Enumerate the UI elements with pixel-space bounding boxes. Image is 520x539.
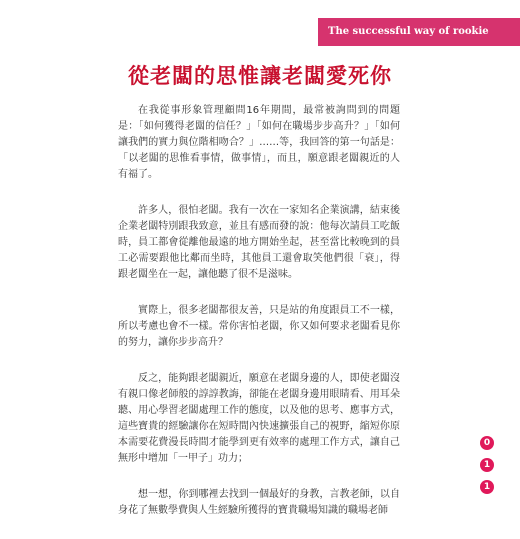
- page-number-digit: 0: [480, 436, 494, 450]
- paragraph: 想一想，你到哪裡去找到一個最好的身教，言教老師，以自身花了無數學費與人生經驗所獲得的寶貴職場知識的職場老師: [118, 489, 400, 516]
- section-header-tab: The successful way of rookie: [318, 18, 520, 46]
- page-number-digit: 1: [480, 480, 494, 494]
- paragraph: 反之，能夠跟老闆親近，願意在老闆身邊的人，即使老闆沒有親口像老師般的諄諄教誨，卻能在老闆身邊用眼睛看、用耳朵聽、用心學習老闆處理工作的態度，以及他的思考、應事方式，這些寶貴的經驗讓你在短時間內快速擴張自己的視野，縮短你原本需要花費漫長時間才能學到更有效率的處理工作方式，讓自己無形中增加「一甲子」功力；: [118, 373, 400, 464]
- paragraph: 實際上，很多老闆都很友善，只是站的角度跟員工不一樣，所以考慮也會不一樣。常你害怕老闆，你又如何要求老闆看見你的努力，讓你步步高升？: [118, 305, 400, 348]
- page-number: [480, 436, 494, 494]
- article-body: [118, 103, 400, 539]
- page-number-digit: 1: [480, 458, 494, 472]
- paragraph: 許多人，很怕老闆。我有一次在一家知名企業演講，結束後企業老闆特別跟我致意，並且有感而發的說：他每次請員工吃飯時，員工都會從離他最遠的地方開始坐起，甚至當比較晚到的員工必需要跟他比鄰而坐時，其他員工還會取笑他們很「衰」，得跟老闆坐在一起，讓他聽了很不是滋味。: [118, 205, 400, 280]
- article-title: 從老闆的思惟讓老闆愛死你: [128, 63, 392, 88]
- paragraph: 在我從事形象管理顧問16年期間，最常被詢問到的問題是：「如何獲得老闆的信任？」「如何在職場步步高升？」「如何讓我們的實力與位階相吻合？」……等，我回答的第一句話是：「以老闆的思惟看事情，做事情」，而且，願意跟老闆親近的人有福了。: [118, 105, 400, 180]
